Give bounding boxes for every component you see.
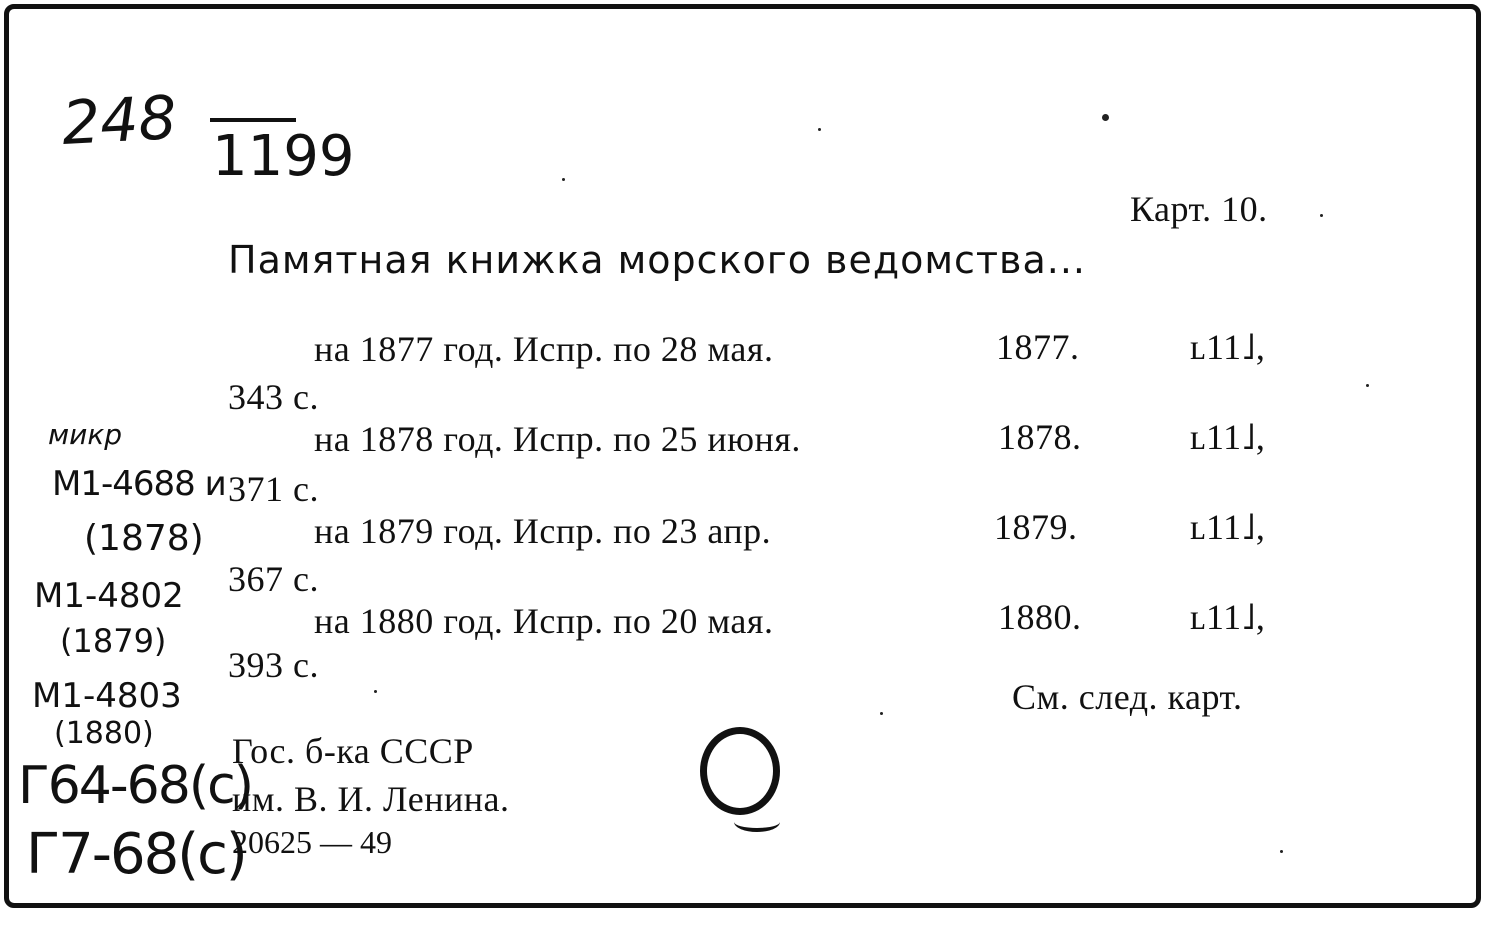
punch-hole-mark [734, 812, 780, 832]
entry-1-year: 1877. [996, 327, 1080, 367]
margin-note-m1: М1-4688 и [52, 464, 226, 504]
margin-note-m1-year: (1878) [84, 518, 204, 559]
margin-note-mikr: микр [48, 418, 123, 451]
margin-note-m3: М1-4803 [32, 676, 182, 716]
entry-4-year: 1880. [998, 597, 1082, 637]
margin-note-g64: Г64-68(с) [18, 756, 252, 816]
see-next-card: См. след. карт. [1012, 677, 1243, 717]
scan-speck [818, 128, 821, 131]
entry-1-text: на 1877 год. Испр. по 28 мая. [314, 329, 774, 369]
card-title: Памятная книжка морского ведомства... [228, 238, 1086, 282]
margin-note-m3-year: (1880) [54, 716, 154, 751]
entry-2-mark: ʟ11˩, [1190, 417, 1266, 457]
entry-2-text: на 1878 год. Испр. по 25 июня. [314, 419, 801, 459]
entry-2-pages: 371 с. [228, 469, 319, 509]
entry-3-pages: 367 с. [228, 559, 319, 599]
entry-1-mark: ʟ11˩, [1190, 327, 1266, 367]
punch-hole [700, 727, 780, 815]
entry-4-text: на 1880 год. Испр. по 20 мая. [314, 601, 774, 641]
entry-1-pages: 343 с. [228, 377, 319, 417]
entry-4-pages: 393 с. [228, 645, 319, 685]
entry-3-mark: ʟ11˩, [1190, 507, 1266, 547]
scan-speck [1320, 214, 1323, 217]
scan-speck [562, 178, 565, 181]
margin-note-m2-year: (1879) [60, 622, 167, 660]
library-line-1: Гос. б-ка СССР [232, 731, 474, 771]
scan-speck [1102, 114, 1109, 121]
handwritten-number-rule [210, 118, 296, 122]
entry-3-text: на 1879 год. Испр. по 23 апр. [314, 511, 772, 551]
scan-speck [1366, 384, 1369, 387]
margin-note-m2: М1-4802 [34, 576, 184, 616]
handwritten-number-right: 1199 [212, 124, 355, 189]
handwritten-number-left: 248 [60, 83, 179, 159]
card-number-label: Карт. 10. [1130, 189, 1268, 229]
entry-4-mark: ʟ11˩, [1190, 597, 1266, 637]
scan-speck [1280, 850, 1283, 853]
library-line-2: им. В. И. Ленина. [232, 779, 510, 819]
library-code: 20625 — 49 [232, 824, 392, 860]
scan-speck [374, 690, 377, 693]
entry-2-year: 1878. [998, 417, 1082, 457]
margin-note-g7: Г7-68(с) [26, 822, 246, 887]
entry-3-year: 1879. [994, 507, 1078, 547]
scan-speck [880, 712, 883, 715]
